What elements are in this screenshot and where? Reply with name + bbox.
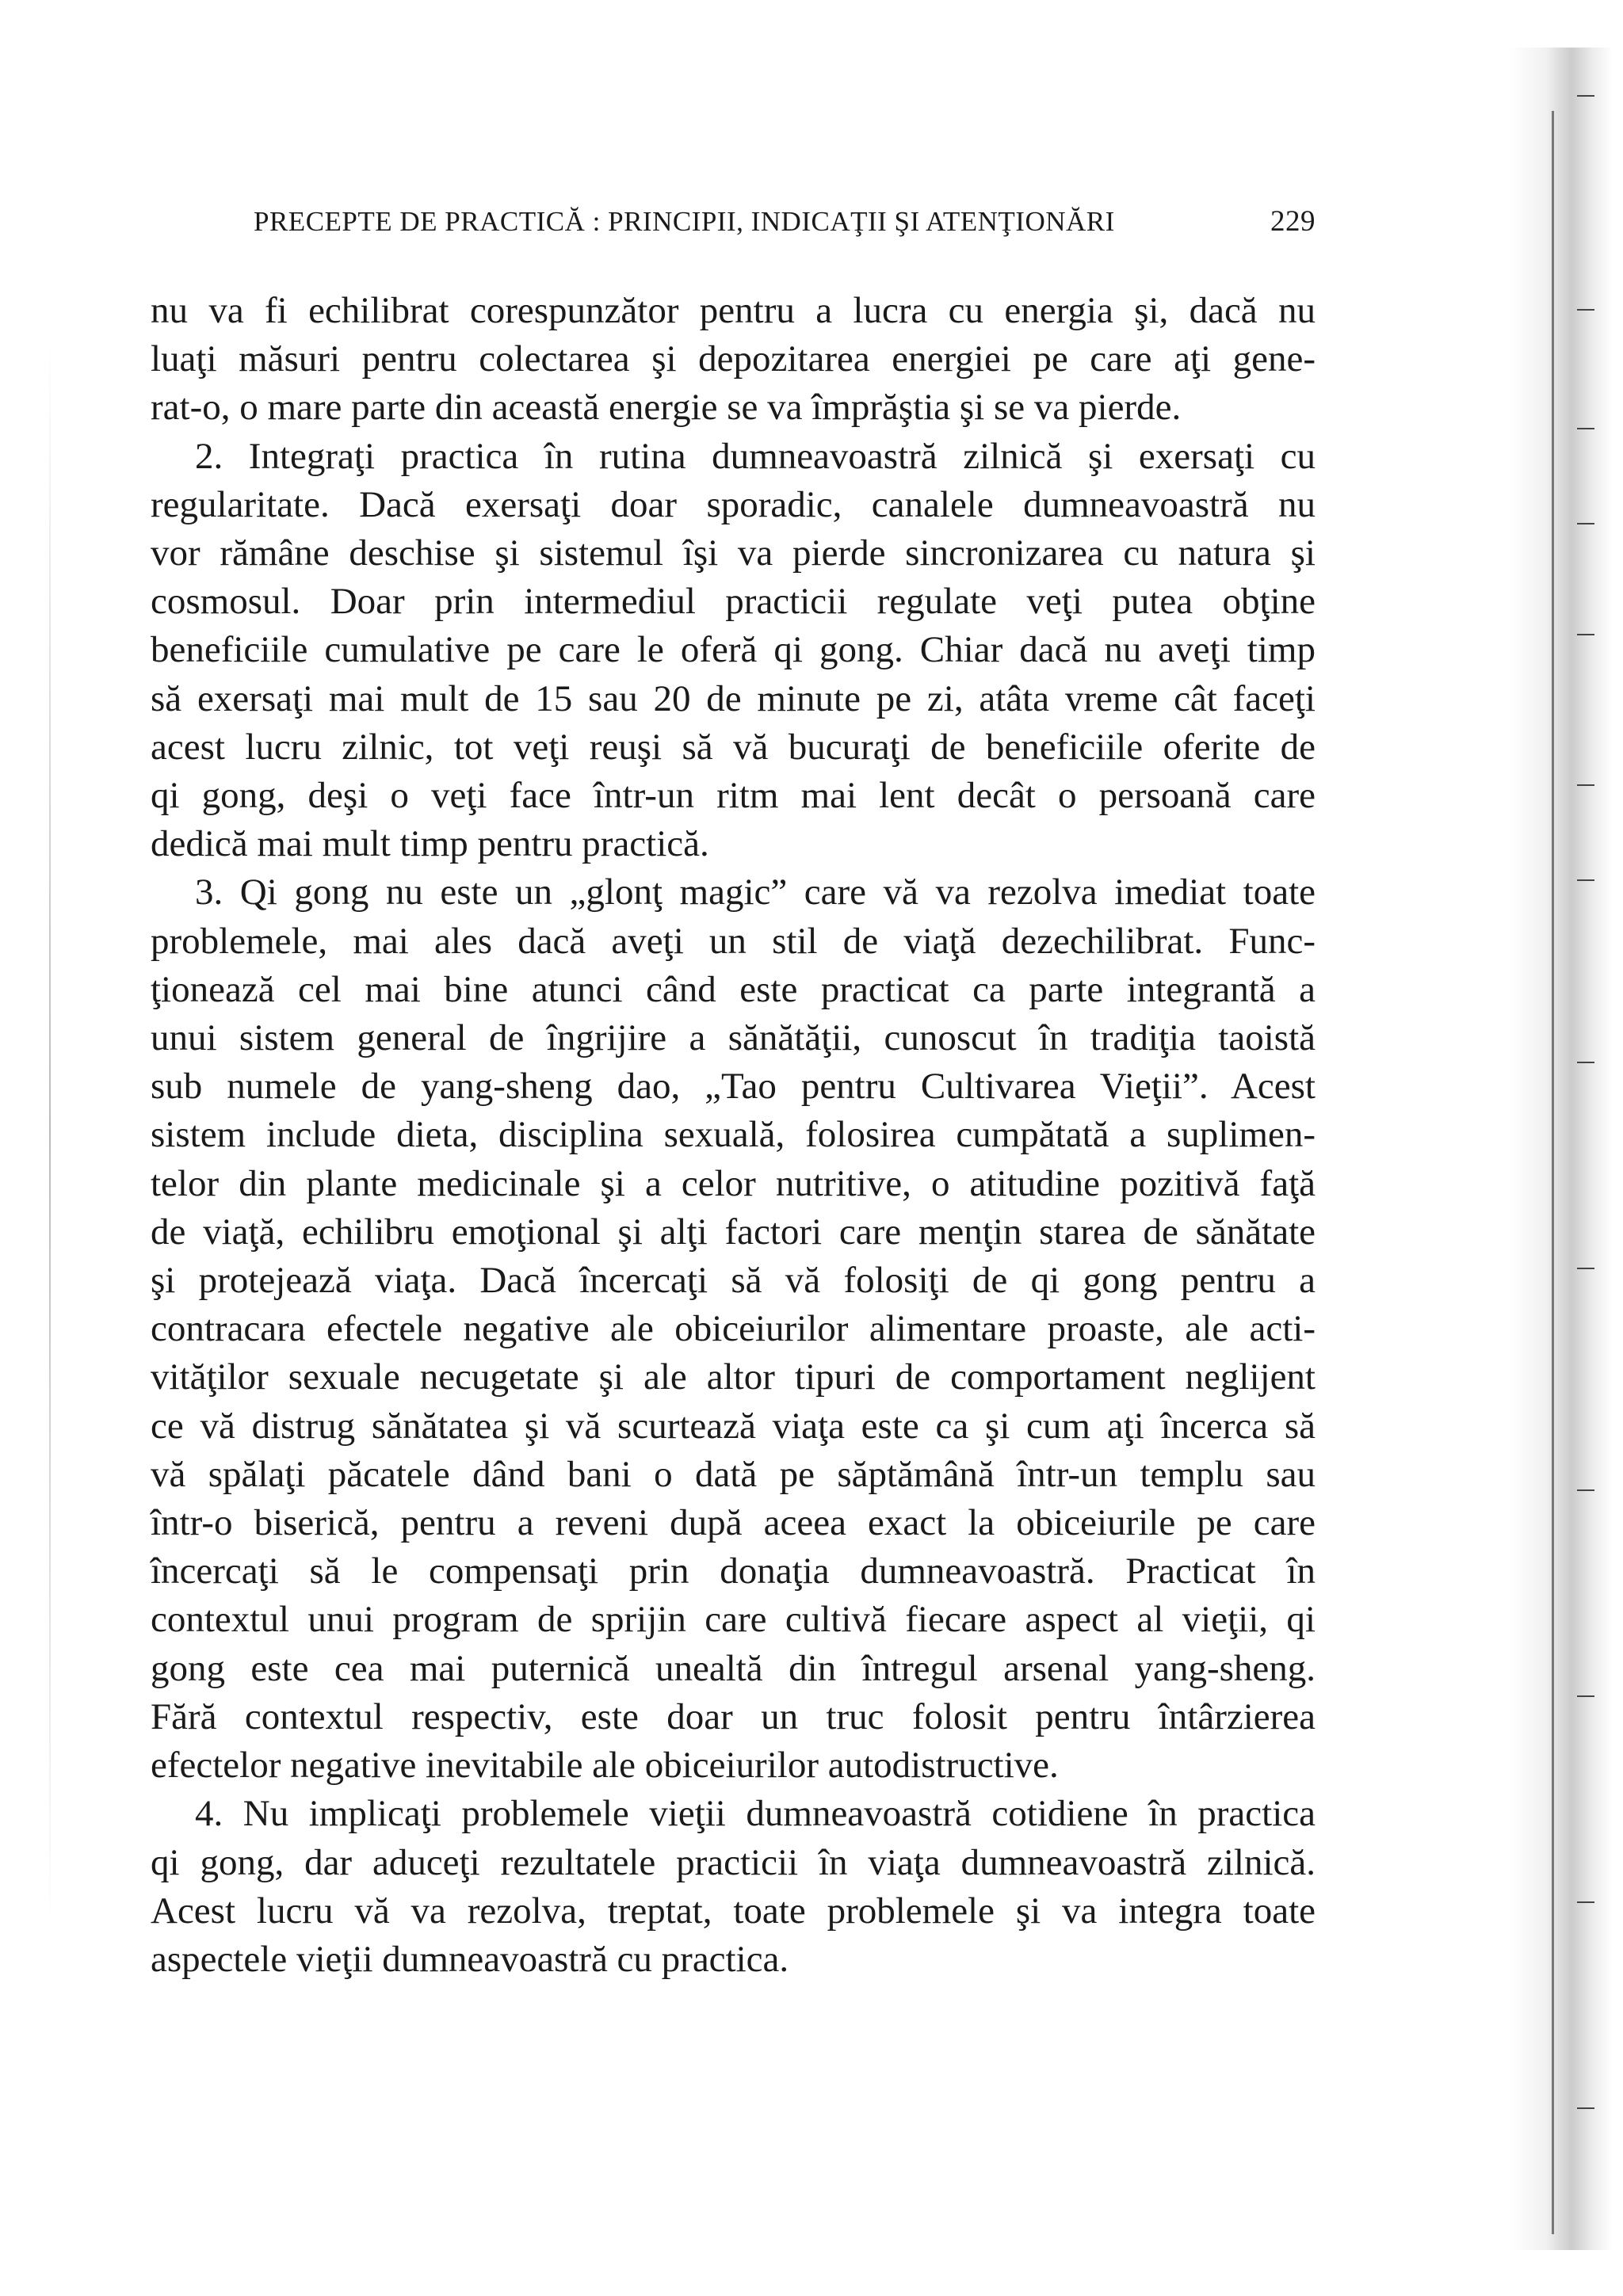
running-head: [254, 204, 1316, 238]
text-line: aspectele vieţii dumneavoastră cu practica.: [151, 1938, 789, 1980]
left-margin-shadow: [49, 341, 51, 1925]
text-line: 2. Integraţi practica în rutina dumneavoastră zilnică şi exersaţi cu: [195, 435, 1316, 477]
text-line: efectelor negative inevitabile ale obiceiurilor autodistructive.: [151, 1745, 1059, 1787]
paragraph-item-2: [151, 433, 1316, 869]
text-line: gong este cea mai puternică unealtă din întregul arsenal yang-sheng.: [151, 1647, 1316, 1689]
text-line: de viaţă, echilibru emoţional şi alţi factori care menţin starea de sănătate: [151, 1211, 1316, 1253]
binding-edge: [1552, 111, 1554, 2234]
text-line: acest lucru zilnic, tot veţi reuşi să vă bucuraţi de beneficiile oferite de: [151, 726, 1316, 768]
margin-tick-mark: [1577, 309, 1594, 311]
margin-tick-mark: [1577, 1695, 1594, 1697]
paragraph-item-3: [151, 868, 1316, 1790]
margin-tick-mark: [1577, 879, 1594, 881]
margin-tick-mark: [1577, 95, 1594, 97]
text-line: problemele, mai ales dacă aveţi un stil de viaţă dezechilibrat. Func-: [151, 920, 1316, 962]
text-line: qi gong, dar aduceţi rezultatele practicii în viaţa dumneavoastră zilnică.: [151, 1841, 1316, 1883]
binding-shadow: [1510, 48, 1613, 2250]
text-line: Acest lucru vă va rezolva, treptat, toate problemele şi va integra toate: [151, 1890, 1316, 1932]
body-text: [151, 287, 1316, 1984]
text-line: vor rămâne deschise şi sistemul îşi va pierde sincronizarea cu natura şi: [151, 532, 1316, 574]
text-line: vă spălaţi păcatele dând bani o dată pe săptămână într-un templu sau: [151, 1453, 1316, 1495]
text-line: luaţi măsuri pentru colectarea şi depozitarea energiei pe care aţi gene-: [151, 338, 1316, 380]
margin-tick-mark: [1577, 1901, 1594, 1903]
text-line: şi protejează viaţa. Dacă încercaţi să vă folosiţi de qi gong pentru a: [151, 1260, 1316, 1302]
text-line: 3. Qi gong nu este un „glonţ magic” care vă va rezolva imediat toate: [195, 871, 1316, 913]
text-line: vităţilor sexuale necugetate şi ale altor tipuri de comportament neglijent: [151, 1356, 1316, 1398]
margin-tick-mark: [1577, 523, 1594, 524]
text-line: regularitate. Dacă exersaţi doar sporadic, canalele dumneavoastră nu: [151, 483, 1316, 525]
paragraph-item-4: [151, 1790, 1316, 1984]
text-line: să exersaţi mai mult de 15 sau 20 de minute pe zi, atâta vreme cât faceţi: [151, 677, 1316, 719]
text-line: nu va fi echilibrat corespunzător pentru a lucra cu energia şi, dacă nu: [151, 290, 1316, 331]
margin-tick-mark: [1577, 634, 1594, 635]
margin-tick-mark: [1577, 428, 1594, 429]
margin-tick-mark: [1577, 2107, 1594, 2109]
margin-tick-mark: [1577, 1062, 1594, 1063]
text-line: ţionează cel mai bine atunci când este practicat ca parte integrantă a: [151, 968, 1316, 1010]
text-line: sub numele de yang-sheng dao, „Tao pentru Cultivarea Vieţii”. Acest: [151, 1066, 1316, 1108]
page-number: 229: [1270, 205, 1316, 238]
text-line: beneficiile cumulative pe care le oferă qi gong. Chiar dacă nu aveţi timp: [151, 629, 1316, 671]
text-line: ce vă distrug sănătatea şi vă scurtează viaţa este ca şi cum aţi încerca să: [151, 1405, 1316, 1447]
text-line: încercaţi să le compensaţi prin donaţia dumneavoastră. Practicat în: [151, 1550, 1316, 1592]
margin-tick-mark: [1577, 1268, 1594, 1269]
text-line: într-o biserică, pentru a reveni după aceea exact la obiceiurile pe care: [151, 1502, 1316, 1544]
text-line: 4. Nu implicaţi problemele vieţii dumneavoastră cotidiene în practica: [195, 1793, 1316, 1835]
text-line: sistem include dieta, disciplina sexuală, folosirea cumpătată a suplimen-: [151, 1114, 1316, 1156]
text-line: qi gong, deşi o veţi face într-un ritm mai lent decât o persoană care: [151, 775, 1316, 817]
text-line: rat-o, o mare parte din această energie se va împrăştia şi se va pierde.: [151, 387, 1182, 429]
text-line: unui sistem general de îngrijire a sănătăţii, cunoscut în tradiţia taoistă: [151, 1017, 1316, 1059]
text-line: contextul unui program de sprijin care cultivă fiecare aspect al vieţii, qi: [151, 1599, 1316, 1641]
text-line: cosmosul. Doar prin intermediul practicii regulate veţi putea obţine: [151, 581, 1316, 623]
text-line: contracara efectele negative ale obiceiurilor alimentare proaste, ale acti-: [151, 1308, 1316, 1350]
margin-tick-mark: [1577, 1489, 1594, 1491]
margin-tick-mark: [1577, 784, 1594, 786]
text-line: Fără contextul respectiv, este doar un truc folosit pentru întârzierea: [151, 1695, 1316, 1737]
text-line: telor din plante medicinale şi a celor nutritive, o atitudine pozitivă faţă: [151, 1162, 1316, 1204]
paragraph-continuation: [151, 287, 1316, 433]
running-head-title: PRECEPTE DE PRACTICĂ : PRINCIPII, INDICAŢII ŞI ATENŢIONĂRI: [254, 206, 1115, 237]
text-line: dedică mai mult timp pentru practică.: [151, 823, 709, 865]
